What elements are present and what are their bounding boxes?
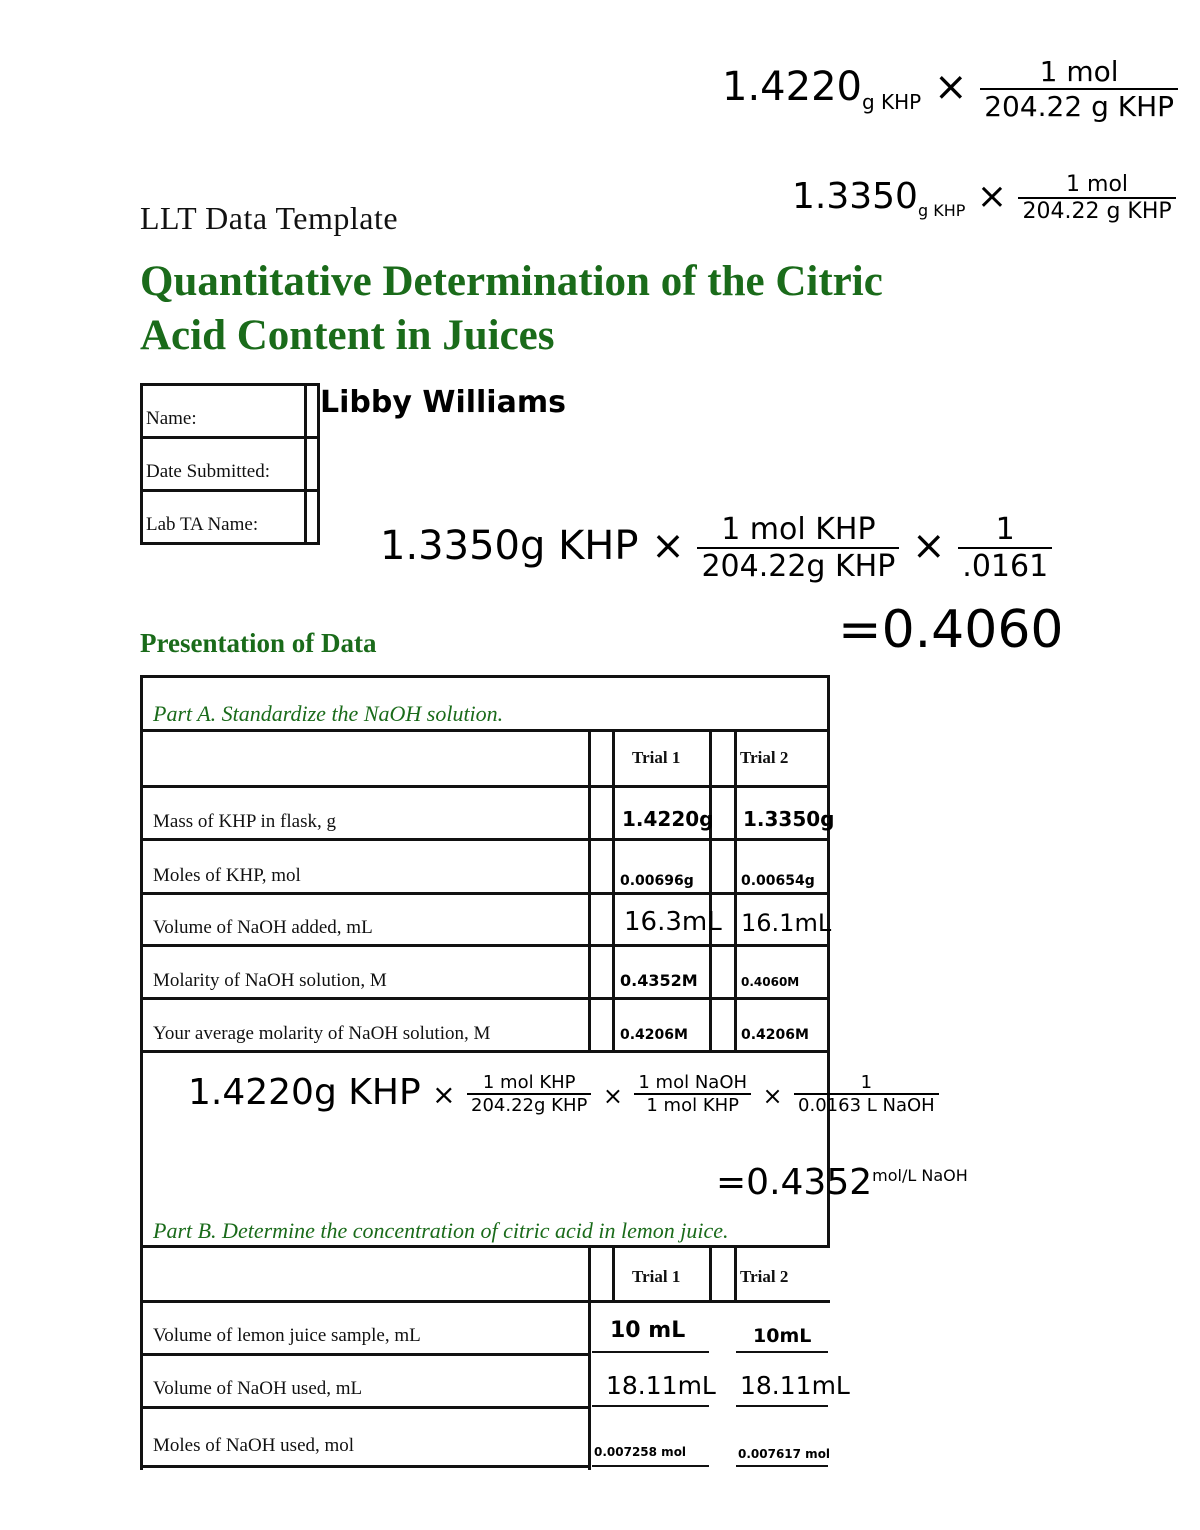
template-name: LLT Data Template: [140, 200, 399, 236]
trial-1-volume-naoh[interactable]: 16.3mL: [624, 907, 722, 937]
trial-2-volume-naoh-used[interactable]: 18.11mL: [740, 1371, 850, 1400]
ta-label: Lab TA Name:: [146, 514, 259, 535]
row-label-volume-lemon-juice: Volume of lemon juice sample, mL: [153, 1325, 421, 1346]
trial-2-moles-naoh-used[interactable]: 0.007617 mol: [738, 1447, 831, 1461]
part-b-title: Part B. Determine the concentration of citric acid in lemon juice.: [153, 1218, 729, 1243]
date-row: [143, 439, 317, 492]
row-label-volume-naoh: Volume of NaOH added, mL: [153, 917, 373, 938]
row-label-mass-khp: Mass of KHP in flask, g: [153, 811, 336, 832]
part-b-col-trial-1: Trial 1: [632, 1267, 681, 1286]
trial-1-volume-lemon-juice[interactable]: 10 mL: [610, 1318, 686, 1343]
row-label-average-molarity: Your average molarity of NaOH solution, M: [153, 1023, 491, 1044]
name-field[interactable]: [304, 386, 312, 436]
name-label: Name:: [146, 408, 197, 429]
handwritten-result-middle: =0.4060: [838, 600, 1064, 660]
part-a-title: Part A. Standardize the NaOH solution.: [153, 701, 504, 726]
trial-1-molarity-naoh[interactable]: 0.4352M: [620, 971, 698, 990]
row-label-moles-khp: Moles of KHP, mol: [153, 865, 301, 886]
trial-2-mass-khp[interactable]: 1.3350g: [743, 807, 835, 831]
trial-2-volume-naoh[interactable]: 16.1mL: [741, 909, 832, 937]
handwritten-calc-middle: 1.3350g KHP × $\frac{\text{1 mol KHP}}{\text{204.22g KHP}}$ × $\frac{1}{.0161}$: [380, 512, 1052, 584]
trial-1-average-molarity[interactable]: 0.4206M: [620, 1027, 688, 1043]
trial-1-volume-naoh-used[interactable]: 18.11mL: [606, 1371, 716, 1400]
student-info-table: [140, 383, 320, 545]
page-title: [140, 255, 1040, 363]
part-a-col-trial-2: Trial 2: [740, 748, 789, 767]
trial-2-average-molarity[interactable]: 0.4206M: [741, 1027, 809, 1043]
date-label: Date Submitted:: [146, 461, 271, 482]
handwritten-calc-top-1: $1.4220_{g KHP}$ × $\frac{\text{1 mol}}{\text{204.22 g KHP}}$: [722, 55, 1178, 123]
trial-1-moles-khp[interactable]: 0.00696g: [620, 873, 694, 889]
row-label-volume-naoh-used: Volume of NaOH used, mL: [153, 1378, 363, 1399]
trial-1-mass-khp[interactable]: 1.4220g: [622, 807, 714, 831]
part-b-col-trial-2: Trial 2: [740, 1267, 789, 1286]
trial-2-moles-khp[interactable]: 0.00654g: [741, 873, 815, 889]
handwritten-calc-top-2: $1.3350_{g KHP}$ × $\frac{\text{1 mol}}{\text{204.22 g KHP}}$: [792, 172, 1176, 224]
trial-2-molarity-naoh[interactable]: 0.4060M: [741, 975, 800, 989]
handwritten-name: Libby Williams: [320, 385, 566, 420]
handwritten-result-part-a: $=0.4352^{mol/L NaOH}$: [716, 1162, 968, 1203]
ta-row: [143, 492, 317, 542]
section-title: Presentation of Data: [140, 628, 377, 658]
trial-1-moles-naoh-used[interactable]: 0.007258 mol: [594, 1445, 687, 1459]
page-title-line-2: Acid Content in Juices: [140, 312, 555, 359]
date-field[interactable]: [304, 439, 312, 489]
row-label-molarity-naoh: Molarity of NaOH solution, M: [153, 970, 387, 991]
row-label-moles-naoh-used: Moles of NaOH used, mol: [153, 1435, 355, 1456]
part-a-col-trial-1: Trial 1: [632, 748, 681, 767]
trial-2-volume-lemon-juice[interactable]: 10mL: [753, 1325, 812, 1347]
page-title-line-1: Quantitative Determination of the Citric: [140, 258, 883, 305]
ta-field[interactable]: [304, 492, 312, 542]
name-row: [143, 386, 317, 439]
handwritten-calc-part-a: 1.4220g KHP × $\frac{\text{1 mol KHP}}{\text{204.22g KHP}}$ × $\frac{\text{1 mol NaOH}}{\text{1 mol KHP}}$ × $\frac{1}{\text{0.0163 L NaOH}}$: [188, 1072, 939, 1116]
